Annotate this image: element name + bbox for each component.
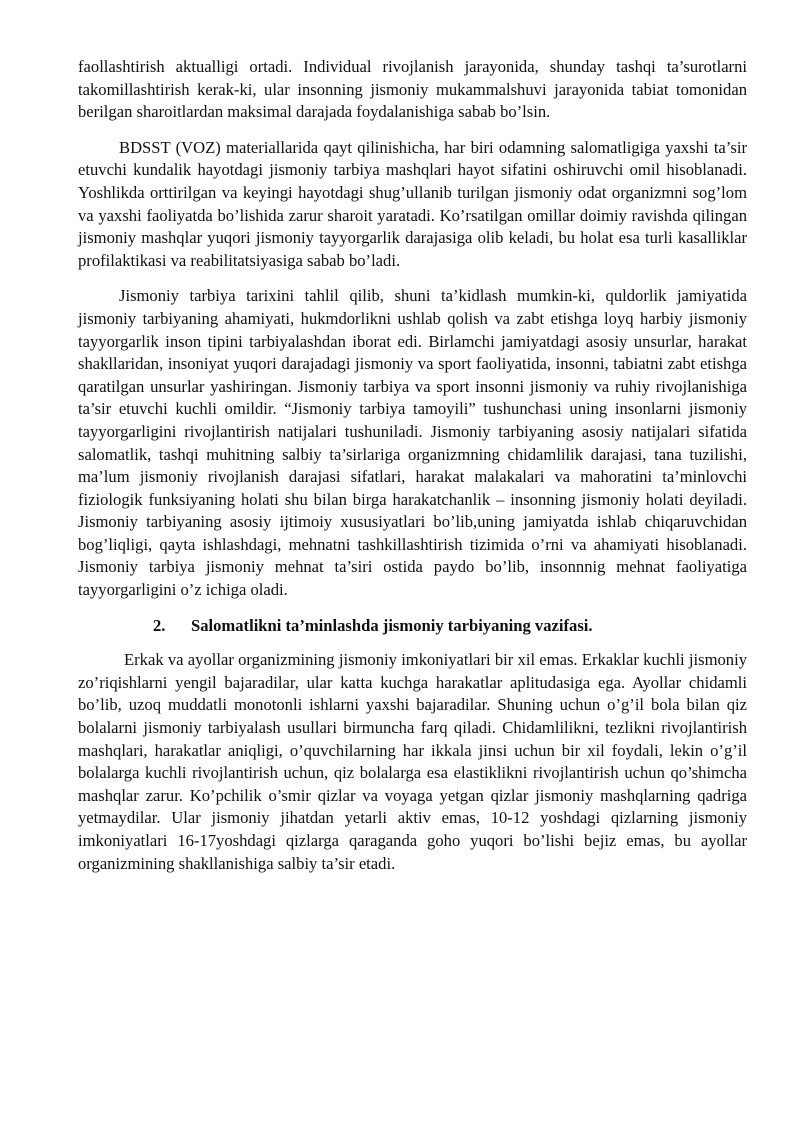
paragraph-continuation: faollashtirish aktualligi ortadi. Individual rivojlanish jarayonida, shunday tashqi ta’surotlarni takomillashtirish kerak-ki, ular insonning jismoniy mukammalshuvi jarayonida tabiat tomonidan berilgan sharoitlardan maksimal darajada foydalanishiga sabab bo’lsin. [78, 57, 747, 122]
paragraph-bdsst: BDSST (VOZ) materiallarida qayt qilinishicha, har biri odamning salomatligiga yaxshi ta’sir etuvchi kundalik hayotdagi jismoniy tarbiya mashqlari hayot sifatini oshiruvchi omil hisoblanadi. Yoshlikda orttirilgan va keyingi hayotdagi shug’ullanib turilgan jismoniy odat organizmni sog’lom va yaxshi faoliyatda bo’lishida zarur sharoit yaratadi. Ko’rsatilgan omillar doimiy ravishda qilingan jismoniy mashqlar yuqori jismoniy tayyorgarlik darajasiga olib keladi, bu holat esa turli kasalliklar profilaktikasi va reabilitatsiyasiga sabab bo’ladi. [78, 137, 747, 270]
section-heading [78, 615, 747, 638]
paragraph-history: Jismoniy tarbiya tarixini tahlil qilib, shuni ta’kidlash mumkin-ki, quldorlik jamiyatida jismoniy tarbiyaning ahamiyati, hukmdorlikni ushlab qolish va zabt etishga loyq harbiy jismoniy tayyorgarlik inson tipini tarbiyalashdan iborat edi. Birlamchi jamiyatdagi asosiy unsurlar, harakat shakllaridan, insoniyat yuqori darajadagi jismoniy va sport faoliyatida, insonni, tabiatni zabt etishga qaratilgan unsurlar yashiringan. Jismoniy tarbiya va sport insonni jismoniy va ruhiy rivojlanishiga ta’sir etuvchi kuchli omildir. “Jismoniy tarbiya tamoyili” tushunchasi uning insonlarni jismoniy tayyorgarligini rivojlantirish natijalari tushuniladi. Jismoniy tarbiyaning asosiy natijalari sifatida salomatlik, tashqi muhitning salbiy ta’sirlariga organizmning chidamlilik darajasi, tana tuzilishi, ma’lum jismoniy rivojlanish darajasi sifatlari, harakat malakalari va mahoratini ta’minlovchi fiziologik funksiyaning holati shu bilan birga harakatchanlik – insonning jismoniy holati deyiladi. Jismoniy tarbiyaning asosiy ijtimoiy xususiyatlari bo’lib,uning jamiyatda ishlab chiqaruvchidan bog’liqligi, qayta ishlashdagi, mehnatni tashkillashtirish tizimida o’rni va ahamiyati hisoblanadi. Jismoniy tarbiya jismoniy mehnat ta’siri ostida paydo bo’lib, insonnnig mehnat faoliyatiga tayyorgarligini o’z ichiga oladi. [78, 286, 747, 600]
document-page [78, 56, 747, 888]
paragraph-gender-differences: Erkak va ayollar organizmining jismoniy imkoniyatlari bir xil emas. Erkaklar kuchli jismoniy zo’riqishlarni yengil bajaradilar, ular katta kuchga harakatlar aplitudasiga ega. Ayollar chidamli bo’lib, uzoq muddatli monotonli ishlarni yaxshi bajaradilar. Shuning uchun o’g’il bola bilan qiz bolalarni jismoniy tarbiyalash usullari birmuncha farq qiladi. Chidamlilikni, tezlikni rivojlantirish mashqlari, harakatlar aniqligi, o’quvchilarning har ikkala jinsi uchun bir xil foydali, lekin o’g’il bolalarga kuchli rivojlantirish uchun, qiz bolalarga esa elastiklikni rivojlantirish uchun qo’shimcha mashqlar zarur. Ko’pchilik o’smir qizlar va voyaga yetgan qizlar jismoniy mashqlarning qadriga yetmaydilar. Ular jismoniy jihatdan yetarli aktiv emas, 10-12 yoshdagi qizlarning jismoniy imkoniyatlari 16-17yoshdagi qizlarga qaraganda goho yuqori bo’lishi bejiz emas, bu ayollar organizmining shakllanishiga salbiy ta’sir etadi. [78, 650, 747, 873]
section-number: 2. [153, 615, 166, 635]
section-title: Salomatlikni ta’minlashda jismoniy tarbiyaning vazifasi. [191, 615, 593, 635]
